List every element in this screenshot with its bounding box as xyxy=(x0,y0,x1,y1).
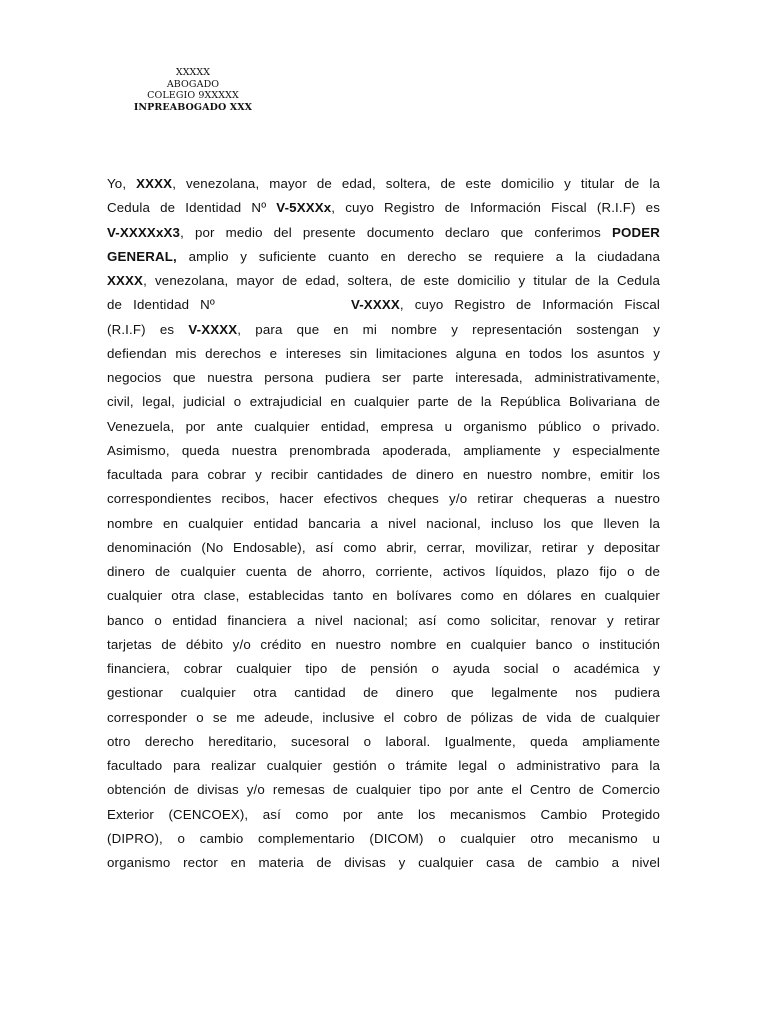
general-label: GENERAL, xyxy=(107,248,177,264)
text-line: dinero de cualquier cuenta de ahorro, corriente, activos líquidos, plazo fijo o de xyxy=(107,564,660,579)
text-line: defiendan mis derechos e intereses sin limitaciones alguna en todos los asuntos y xyxy=(107,345,660,361)
attorney-id: V-XXXX xyxy=(350,297,400,313)
letterhead xyxy=(120,67,266,113)
text-line: (DIPRO), o cambio complementario (DICOM) o cualquier otro mecanismo u xyxy=(107,830,660,846)
text-line: Asimismo, queda nuestra prenombrada apoderada, ampliamente y especialmente xyxy=(107,442,660,458)
text-line: V-XXXXxX3, por medio del presente documento declaro que conferimos PODER xyxy=(107,224,660,240)
text-line: tarjetas de débito y/o crédito en nuestro nombre en cualquier banco o institución xyxy=(107,636,660,652)
text-line: XXXX, venezolana, mayor de edad, soltera, de este domicilio y titular de la Cedula xyxy=(107,273,660,288)
text-line: banco o entidad financiera a nivel nacional; así como solicitar, renovar y retirar xyxy=(107,612,660,628)
text-line: de Identidad Nº V-XXXX, cuyo Registro de Información Fiscal xyxy=(107,297,660,313)
grantor-id: V-5XXXx xyxy=(276,200,332,216)
text-line: denominación (No Endosable), así como abrir, cerrar, movilizar, retirar y depositar xyxy=(107,539,660,555)
text-line: GENERAL, amplio y suficiente cuanto en derecho se requiere a la ciudadana xyxy=(107,248,660,264)
text-line: otro derecho hereditario, sucesoral o laboral. Igualmente, queda ampliamente xyxy=(107,733,660,749)
grantor-name: XXXX xyxy=(136,176,173,191)
text-line: negocios que nuestra persona pudiera ser parte interesada, administrativamente, xyxy=(107,370,660,385)
text-line: cualquier otra clase, establecidas tanto en bolívares como en dólares en cualquier xyxy=(107,588,660,604)
poder-label: PODER xyxy=(611,224,660,240)
text-line: Yo, XXXX, venezolana, mayor de edad, soltera, de este domicilio y titular de la xyxy=(107,176,660,191)
text-line: Cedula de Identidad Nº V-5XXXx, cuyo Registro de Información Fiscal (R.I.F) es xyxy=(107,200,661,216)
colegio-number: COLEGIO 9XXXXX xyxy=(147,90,239,101)
inpreabogado-number: INPREABOGADO XXX xyxy=(133,101,253,113)
text-line: (R.I.F) es V-XXXX, para que en mi nombre y representación sostengan y xyxy=(107,321,660,337)
text-line: correspondientes recibos, hacer efectivos cheques y/o retirar chequeras a nuestro xyxy=(107,491,660,507)
attorney-rif: V-XXXX xyxy=(188,321,238,337)
text-line: Venezuela, por ante cualquier entidad, empresa u organismo público o privado. xyxy=(107,418,660,434)
lawyer-name: XXXXX xyxy=(175,67,211,78)
text-line: gestionar cualquier otra cantidad de dinero que legalmente nos pudiera xyxy=(107,685,660,701)
attorney-name: XXXX xyxy=(107,273,144,288)
text-line: facultado para realizar cualquier gestión o trámite legal o administrativo para la xyxy=(107,758,660,773)
text-line: civil, legal, judicial o extrajudicial en cualquier parte de la República Bolivariana de xyxy=(107,394,660,410)
text-line: corresponder o se me adeude, inclusive el cobro de pólizas de vida de cualquier xyxy=(107,709,660,725)
lawyer-title: ABOGADO xyxy=(166,78,220,90)
grantor-rif: V-XXXXxX3 xyxy=(107,224,181,240)
text-line: obtención de divisas y/o remesas de cualquier tipo por ante el Centro de Comercio xyxy=(107,782,660,798)
text-line: facultada para cobrar y recibir cantidades de dinero en nuestro nombre, emitir los xyxy=(107,467,660,482)
power-of-attorney-text xyxy=(107,172,660,875)
text-line: financiera, cobrar cualquier tipo de pensión o ayuda social o académica y xyxy=(107,661,660,676)
text-line: Exterior (CENCOEX), así como por ante los mecanismos Cambio Protegido xyxy=(107,806,660,822)
text-line: organismo rector en materia de divisas y cualquier casa de cambio a nivel xyxy=(107,855,660,870)
text-line: nombre en cualquier entidad bancaria a nivel nacional, incluso los que lleven la xyxy=(107,515,660,531)
